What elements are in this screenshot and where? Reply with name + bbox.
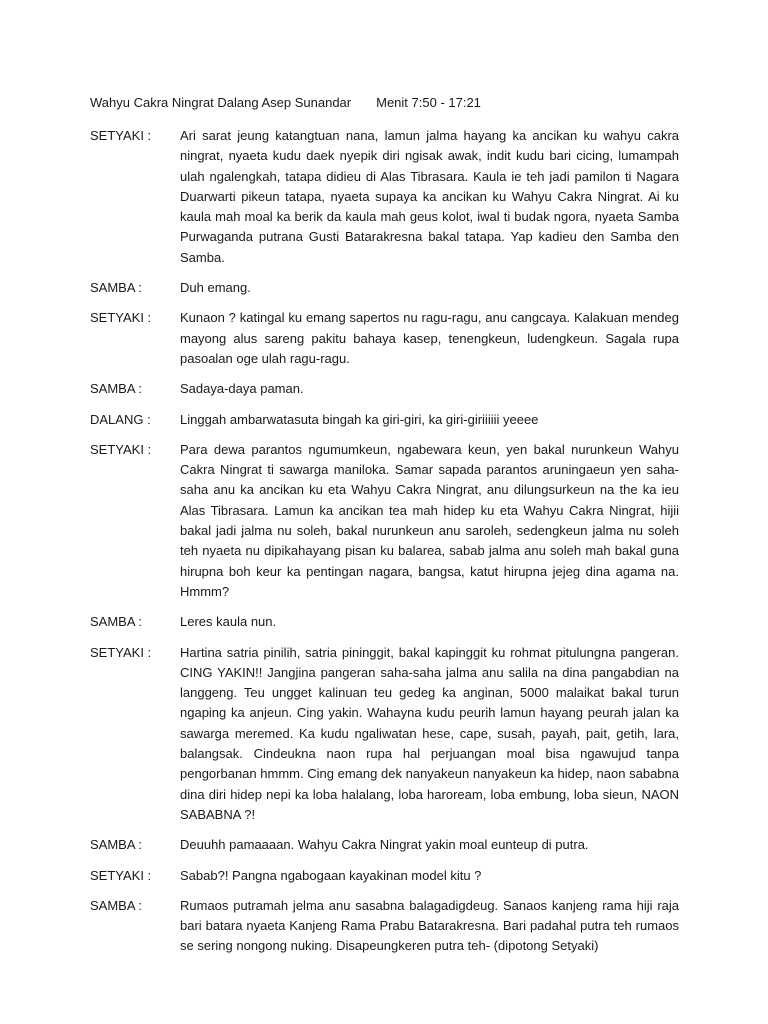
speaker-label: SETYAKI :	[90, 441, 152, 457]
dialogue-text: Duh emang.	[180, 280, 251, 296]
dialogue-entry	[90, 835, 679, 855]
dialogue-text: Deuuhh pamaaaan. Wahyu Cakra Ningrat yakin moal eunteup di putra.	[180, 837, 589, 853]
dialogue-entry	[90, 379, 679, 399]
document-title: Wahyu Cakra Ningrat Dalang Asep Sunandar	[90, 95, 352, 110]
dialogue-entry	[90, 410, 679, 430]
dialogue-text: Linggah ambarwatasuta bingah ka giri-giri, ka giri-giriiiiii yeeee	[180, 411, 539, 427]
speaker-label: SAMBA :	[90, 897, 143, 913]
speaker-label: SETYAKI :	[90, 310, 152, 326]
speaker-label: DALANG :	[90, 411, 151, 427]
dialogue-text: Sabab?! Pangna ngabogaan kayakinan model kitu ?	[180, 867, 482, 883]
speaker-label: SETYAKI :	[90, 128, 152, 143]
dialogue-entry	[90, 440, 679, 602]
dialogue-text: Hartina satria pinilih, satria pininggit, bakal kapinggit ku rohmat pitulungna pangeran. CING YAKIN!! Jangjina pangeran saha-saha jalma anu salila na dina pangabdian na langgeng. Teu ungget kalinuan teu gedeg ka anginan, 5000 malaikat bakal turun ngaping ka anjeun. Cing yakin. Wahayna kudu peurih lamun hayang peurah jalan ka sawarga meremed. Ka kudu ngaliwatan hese, cape, susah, payah, pait, getih, lara, balangsak. Cindeukna naon rupa hal perjuangan moal bisa ngawujud tanpa pengorbanan hmmm. Cing emang dek nanyakeun nanyakeun ka hidep, naon sababna dina diri hidep nepi ka loba halalang, loba haroream, loba embung, loba sieun, NAON SABABNA ?!	[180, 644, 679, 822]
dialogue-text: Rumaos putramah jelma anu sasabna balagadigdeug. Sanaos kanjeng rama hiji raja bari batara nyaeta Kanjeng Rama Prabu Batarakresna. Bari padahal putra teh rumaos se sering nongong nuking. Disapeungkeren putra teh- (dipotong Setyaki)	[180, 897, 679, 954]
document-header	[90, 93, 679, 113]
document-page	[90, 93, 679, 967]
speaker-label: SETYAKI :	[90, 867, 152, 883]
dialogue-text: Ari sarat jeung katangtuan nana, lamun jalma hayang ka ancikan ku wahyu cakra ningrat, nyaeta kudu daek nyepik diri ngisak awak, indit kudu bari cicing, lumampah ulah ngalengkah, tatapa didieu di Alas Tibrasara. Kaula ie teh jadi pamilon ti Nagara Duarwarti pikeun tatapa, nyaeta supaya ka ancikan ku Wahyu Cakra Ningrat. Ai ku kaula mah moal ka berik da kaula mah geus kolot, iwal ti budak ngora, nyaeta Samba Purwaganda putrana Gusti Batarakresna bakal tatapa. Yap kadieu den Samba den Samba.	[180, 128, 679, 265]
dialogue-entry	[90, 866, 679, 886]
speaker-label: SAMBA :	[90, 614, 143, 630]
dialogue-text: Leres kaula nun.	[180, 614, 277, 630]
dialogue-entry	[90, 643, 679, 826]
dialogue-text: Para dewa parantos ngumumkeun, ngabewara keun, yen bakal nurunkeun Wahyu Cakra Ningrat ti sawarga maniloka. Samar sapada parantos aruningaeun yen saha-saha anu ka ancikan ku eta Wahyu Cakra Ningrat, anu dilungsurkeun na the ka ieu Alas Tibrasara. Lamun ka ancikan tea mah hidep ku eta Wahyu Cakra Ningrat, hijii bakal jadi jalma nu soleh, bakal nurunkeun anu saroleh, sedengkeun jalma nu soleh teh nyaeta nu dipikahayang pisan ku balarea, sabab jalma anu soleh mah bakal guna hirupna boh keur ka pentingan nagara, bangsa, katut hirupna jejeg dina agama na. Hmmm?	[180, 441, 679, 599]
speaker-label: SETYAKI :	[90, 644, 152, 660]
dialogue-text: Kunaon ? katingal ku emang sapertos nu ragu-ragu, anu cangcaya. Kalakuan mendeg mayong alus sareng pakitu bahaya kasep, tenengkeun, ludengkeun. Sagala rupa pasoalan oge ulah ragu-ragu.	[180, 310, 679, 366]
dialogue-entry	[90, 612, 679, 632]
speaker-label: SAMBA :	[90, 381, 143, 397]
speaker-label: SAMBA :	[90, 280, 143, 296]
speaker-label: SAMBA :	[90, 837, 143, 853]
dialogue-text: Sadaya-daya paman.	[180, 381, 304, 397]
dialogue-entry	[90, 126, 679, 268]
time-range: Menit 7:50 - 17:21	[376, 95, 481, 110]
dialogue-entry	[90, 896, 679, 957]
dialogue-entry	[90, 308, 679, 369]
dialogue-entry	[90, 278, 679, 298]
